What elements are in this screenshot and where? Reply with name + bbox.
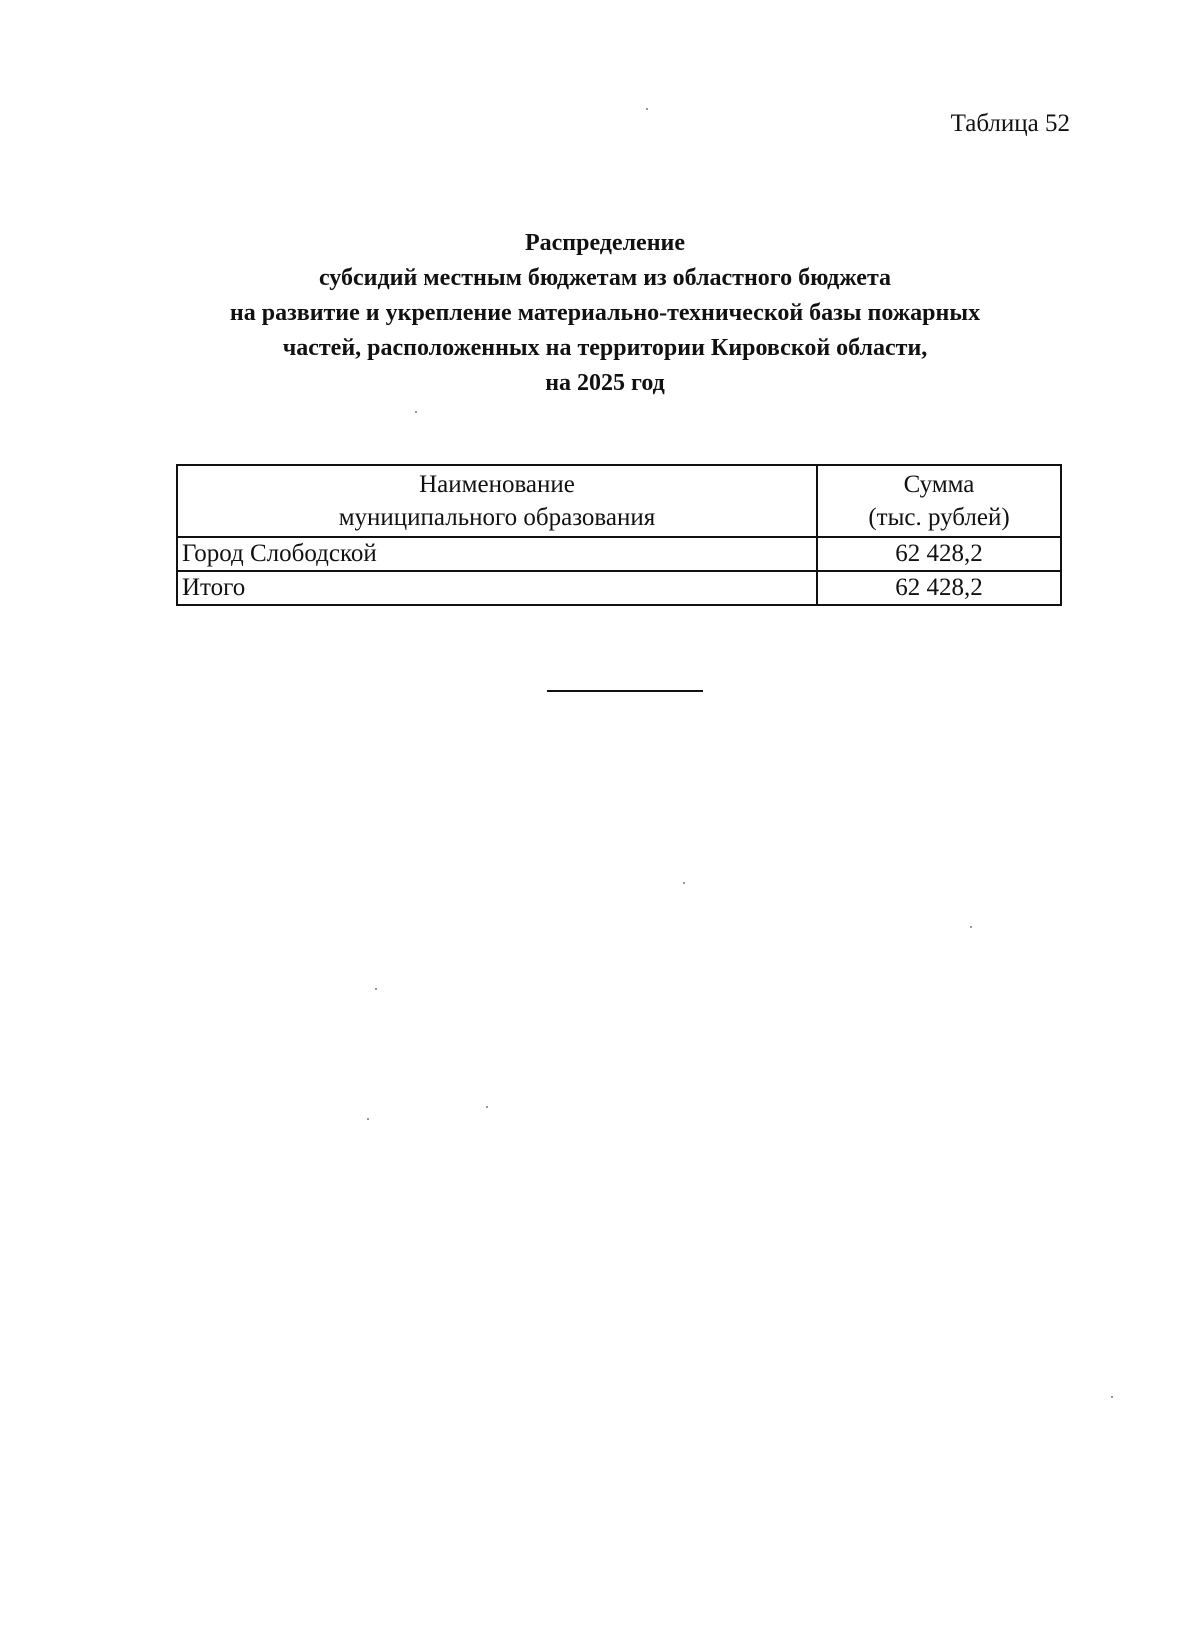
header-amount-line-1: Сумма (903, 471, 975, 498)
scan-speck (646, 108, 648, 110)
scan-speck (375, 988, 377, 990)
scan-speck (683, 882, 685, 884)
table-row (177, 537, 1061, 571)
header-municipality-line-2: муниципального образования (338, 504, 656, 531)
scan-speck (486, 1106, 488, 1108)
document-title (150, 226, 1060, 401)
title-line-5: на 2025 год (545, 370, 665, 396)
header-municipality (177, 465, 817, 537)
title-line-3: на развитие и укрепление материально-технической базы пожарных (229, 300, 981, 326)
table-header-row (177, 465, 1061, 537)
distribution-table (176, 464, 1062, 606)
end-divider (547, 690, 703, 692)
table-number-label: Таблица 52 (950, 110, 1070, 137)
header-municipality-line-1: Наименование (419, 471, 575, 498)
title-line-4: частей, расположенных на территории Кировской области, (282, 335, 928, 361)
title-line-1: Распределение (524, 230, 686, 256)
scan-speck (1111, 1396, 1113, 1398)
scan-speck (970, 926, 972, 928)
scan-speck (367, 1118, 369, 1120)
header-amount-line-2: (тыс. рублей) (868, 504, 1010, 531)
title-line-2: субсидий местным бюджетам из областного бюджета (318, 265, 892, 291)
table-total-row (177, 571, 1061, 605)
total-label: Итого (177, 571, 817, 605)
header-amount (817, 465, 1061, 537)
scan-speck (415, 411, 417, 413)
total-amount: 62 428,2 (817, 571, 1061, 605)
row-municipality: Город Слободской (177, 537, 817, 571)
row-amount: 62 428,2 (817, 537, 1061, 571)
